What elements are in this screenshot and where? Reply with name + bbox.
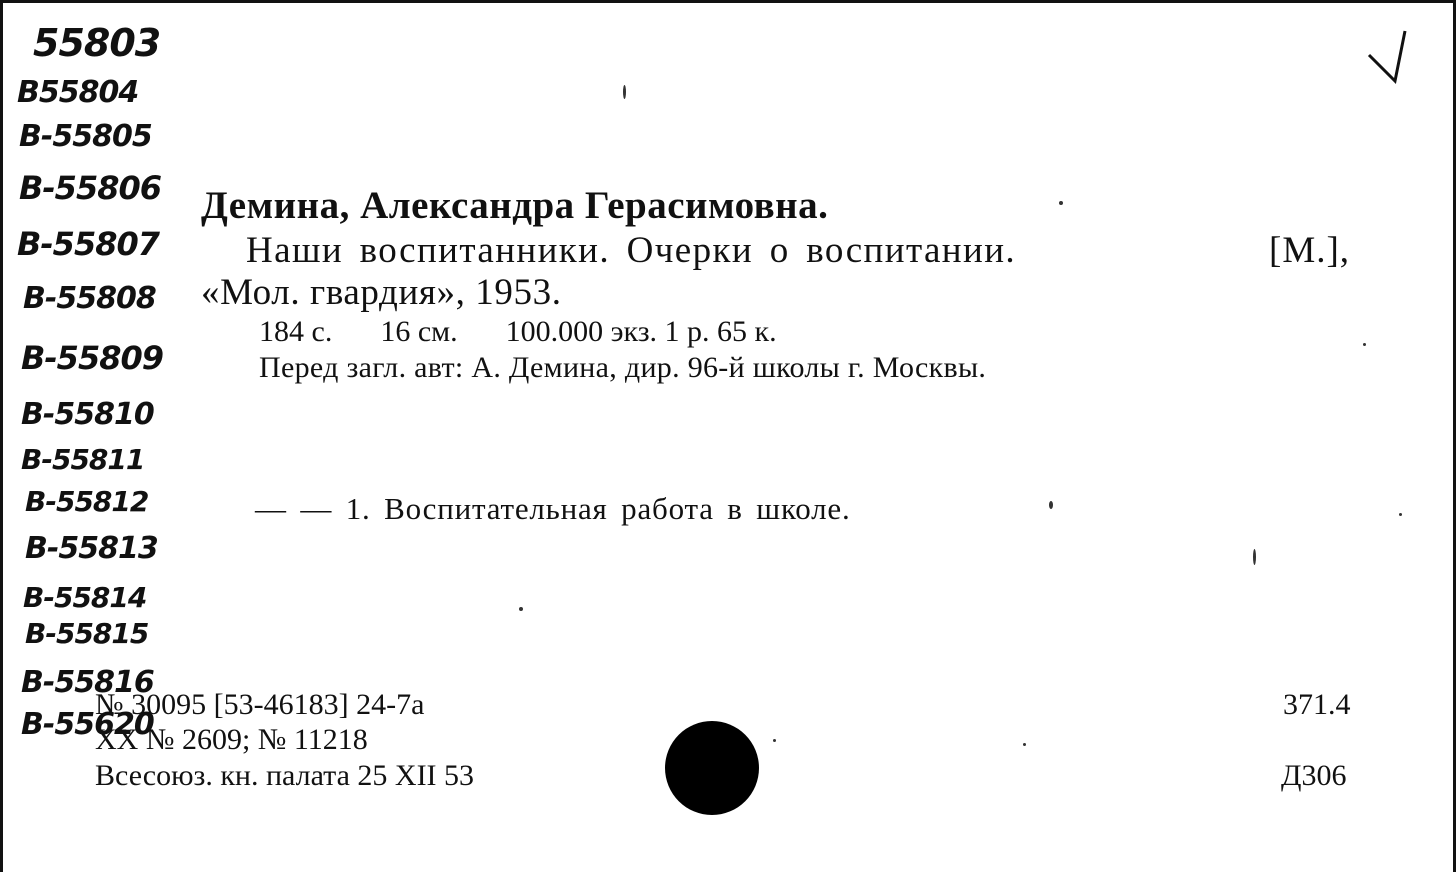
scan-speck: [1253, 549, 1256, 565]
copies-price: 100.000 экз. 1 р. 65 к.: [505, 315, 777, 348]
pages: 184 с.: [259, 315, 333, 348]
author-mark: Д306: [1281, 759, 1347, 792]
subject-heading: — — 1. Воспитательная работа в школе.: [255, 491, 851, 526]
scan-speck: [623, 85, 626, 99]
size: 16 см.: [380, 315, 458, 348]
handwritten-number: 55803: [33, 21, 161, 65]
handwritten-number: B-55815: [25, 617, 149, 650]
publication-place: [М.],: [1269, 230, 1351, 271]
handwritten-number: B-55620: [21, 707, 154, 742]
handwritten-number: B55804: [17, 75, 139, 110]
scan-speck: [1023, 743, 1026, 746]
punch-hole: [665, 721, 759, 815]
handwritten-number: B-55814: [23, 581, 147, 614]
author-heading: Демина, Александра Герасимовна.: [201, 184, 829, 227]
handwritten-number: B-55807: [17, 225, 159, 263]
handwritten-number: B-55810: [21, 397, 154, 432]
scan-speck: [519, 607, 523, 611]
scan-speck: [1363, 343, 1366, 346]
handwritten-number: B-55809: [21, 339, 163, 377]
class-number: 371.4: [1283, 688, 1351, 721]
scan-speck: [1399, 513, 1402, 516]
handwritten-number: B-55806: [19, 169, 161, 207]
registration-line: XX № 2609; № 11218: [95, 723, 368, 756]
physical-description: [259, 315, 777, 349]
card-number-line: № 30095 [53-46183] 24-7а: [95, 688, 425, 721]
check-mark-icon: [1365, 25, 1415, 85]
title-line-2: «Мол. гвардия», 1953.: [201, 272, 562, 313]
handwritten-number: B-55813: [25, 531, 158, 566]
handwritten-number: B-55812: [25, 485, 149, 518]
author-note: Перед загл. авт: А. Демина, дир. 96-й школы г. Москвы.: [259, 351, 987, 384]
handwritten-number: B-55808: [23, 281, 156, 316]
handwritten-number: B-55816: [21, 665, 154, 700]
handwritten-number: B-55811: [21, 443, 145, 476]
handwritten-number: B-55805: [19, 119, 152, 154]
scan-speck: [1059, 201, 1063, 205]
title-line-1: Наши воспитанники. Очерки о воспитании.: [246, 230, 1017, 271]
publisher-line: Всесоюз. кн. палата 25 XII 53: [95, 759, 475, 792]
scan-speck: [1049, 501, 1053, 509]
scan-speck: [773, 739, 776, 742]
